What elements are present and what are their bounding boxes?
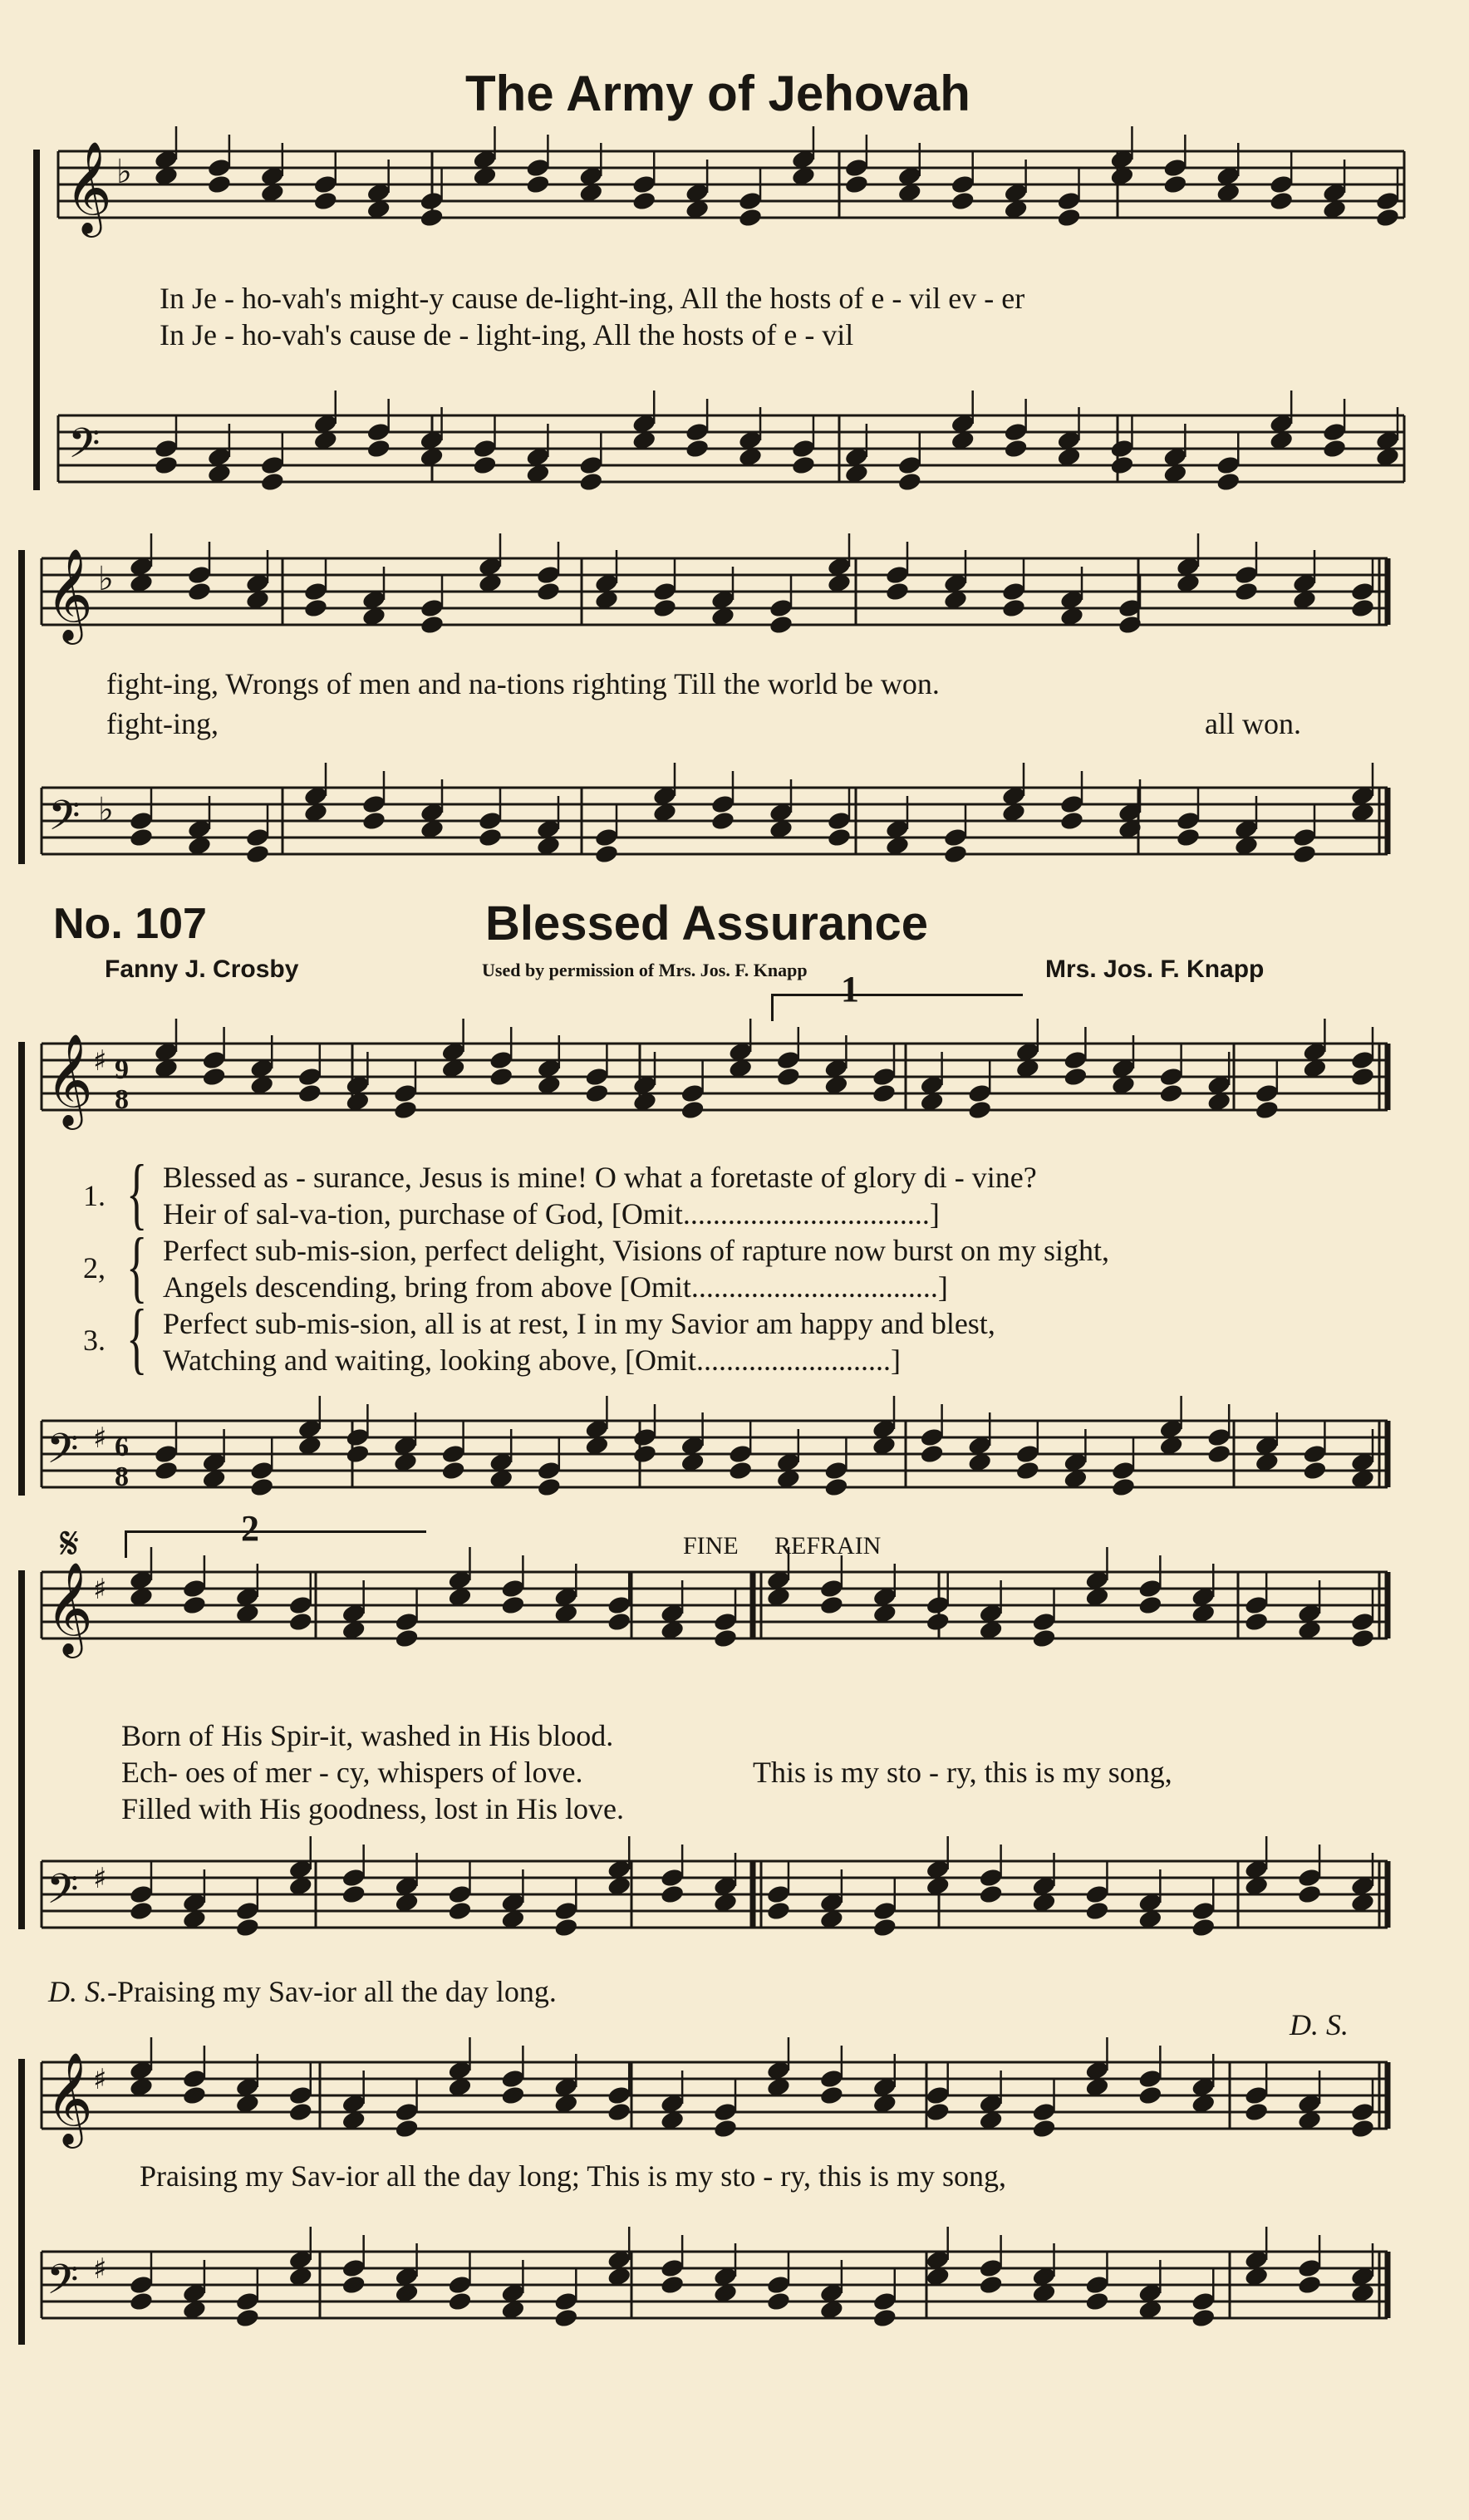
fine-label: FINE — [683, 1532, 739, 1560]
bass-staff-2 — [0, 779, 1469, 871]
system-brace-3 — [18, 1042, 25, 1496]
hymn1-lyric-line4b: all won. — [1205, 707, 1301, 740]
svg-text:6: 6 — [115, 1432, 129, 1462]
svg-text:♯: ♯ — [93, 1422, 107, 1455]
hymn1-lyric-line2: In Je - ho-vah's cause de - light-ing, All the hosts of e - vil — [160, 318, 854, 351]
svg-text:𝄞: 𝄞 — [46, 1033, 93, 1126]
verse-brace-3: { — [126, 1293, 148, 1382]
svg-text:𝄢: 𝄢 — [68, 420, 101, 478]
verse-number-3: 3. — [83, 1324, 106, 1357]
verse-number-2: 2, — [83, 1251, 106, 1285]
svg-text:𝄢: 𝄢 — [47, 2256, 79, 2314]
treble-staff-2 — [0, 548, 1469, 648]
bass-staff-1 — [0, 407, 1469, 499]
refrain-label: REFRAIN — [774, 1532, 882, 1560]
hymn1-lyric-line3: fight-ing, Wrongs of men and na-tions righting Till the world be won. — [106, 667, 940, 700]
svg-text:𝄞: 𝄞 — [65, 140, 112, 233]
ds-mark: D. S. — [1290, 2008, 1349, 2041]
svg-text:♯: ♯ — [93, 1573, 107, 1606]
svg-text:𝄢: 𝄢 — [47, 1425, 79, 1483]
verse3-line2: Watching and waiting, looking above, [Omit..........................] — [163, 1344, 901, 1377]
segno-sign: 𝄋 — [60, 1517, 80, 1569]
system-brace-1 — [33, 150, 40, 490]
bass-staff-5 — [0, 2243, 1469, 2351]
svg-text:♯: ♯ — [93, 1862, 107, 1895]
author-credit: Fanny J. Crosby — [105, 955, 299, 983]
svg-text:𝄢: 𝄢 — [47, 1865, 79, 1923]
svg-text:♭: ♭ — [116, 153, 132, 191]
verse2-line2: Angels descending, bring from above [Omit.................................] — [163, 1270, 948, 1304]
ds-text: -Praising my Sav-ior all the day long. — [107, 1975, 557, 2008]
permission-note: Used by permission of Mrs. Jos. F. Knapp — [482, 960, 808, 980]
svg-text:8: 8 — [115, 1084, 129, 1115]
system-brace-4 — [18, 1570, 25, 1929]
bass-staff-4 — [0, 1853, 1469, 1961]
system-brace-2 — [18, 550, 25, 864]
svg-text:♯: ♯ — [93, 2252, 107, 2286]
verse-brace-1: { — [126, 1148, 148, 1237]
refrain-line-echoes: Ech- oes of mer - cy, whispers of love. — [121, 1756, 583, 1789]
hymn-title-blessed-assurance: Blessed Assurance — [485, 896, 929, 951]
svg-text:𝄞: 𝄞 — [46, 548, 93, 641]
ds-instruction — [48, 1974, 557, 2009]
refrain-line-born: Born of His Spir-it, washed in His blood. — [121, 1719, 614, 1752]
svg-text:9: 9 — [115, 1054, 129, 1085]
hymn1-lyric-line1: In Je - ho-vah's might-y cause de-light-ing, All the hosts of e - vil ev - er — [160, 282, 1025, 315]
second-ending-bracket — [125, 1530, 426, 1558]
first-ending-label: 1 — [841, 969, 859, 1009]
refrain-line-story: This is my sto - ry, this is my song, — [753, 1756, 1172, 1789]
ds-label: D. S. — [48, 1975, 107, 2008]
hymn-number: No. 107 — [53, 900, 207, 948]
first-ending-bracket — [771, 994, 1023, 1021]
svg-text:8: 8 — [115, 1461, 129, 1492]
verse2-line1: Perfect sub-mis-sion, perfect delight, Visions of rapture now burst on my sight, — [163, 1234, 1109, 1267]
svg-text:♯: ♯ — [93, 2063, 107, 2096]
treble-staff-4 — [0, 1562, 1469, 1687]
system-brace-5 — [18, 2059, 25, 2345]
svg-text:𝄞: 𝄞 — [46, 2051, 93, 2144]
svg-text:♯: ♯ — [93, 1044, 107, 1078]
refrain-line-filled: Filled with His goodness, lost in His love. — [121, 1792, 625, 1825]
treble-staff-3 — [0, 1027, 1469, 1143]
verse1-line1: Blessed as - surance, Jesus is mine! O what a foretaste of glory di - vine? — [163, 1161, 1037, 1194]
bass-staff-3 — [0, 1404, 1469, 1512]
hymn-title-army-of-jehovah: The Army of Jehovah — [465, 66, 970, 121]
svg-text:𝄢: 𝄢 — [48, 792, 81, 850]
treble-staff-1 — [0, 141, 1469, 258]
treble-staff-5 — [0, 2052, 1469, 2169]
composer-credit: Mrs. Jos. F. Knapp — [1045, 955, 1265, 983]
hymn1-lyric-line4a: fight-ing, — [106, 707, 219, 740]
verse1-line2: Heir of sal-va-tion, purchase of God, [Omit.................................] — [163, 1197, 940, 1231]
system3-lyric: Praising my Sav-ior all the day long; This is my sto - ry, this is my song, — [140, 2159, 1006, 2193]
svg-text:♭: ♭ — [98, 791, 114, 829]
verse3-line1: Perfect sub-mis-sion, all is at rest, I in my Savior am happy and blest, — [163, 1307, 995, 1340]
verse-brace-2: { — [126, 1221, 148, 1310]
second-ending-label: 2 — [241, 1508, 259, 1549]
svg-text:♭: ♭ — [98, 560, 114, 598]
svg-text:𝄞: 𝄞 — [46, 1561, 93, 1654]
verse-number-1: 1. — [83, 1179, 106, 1212]
